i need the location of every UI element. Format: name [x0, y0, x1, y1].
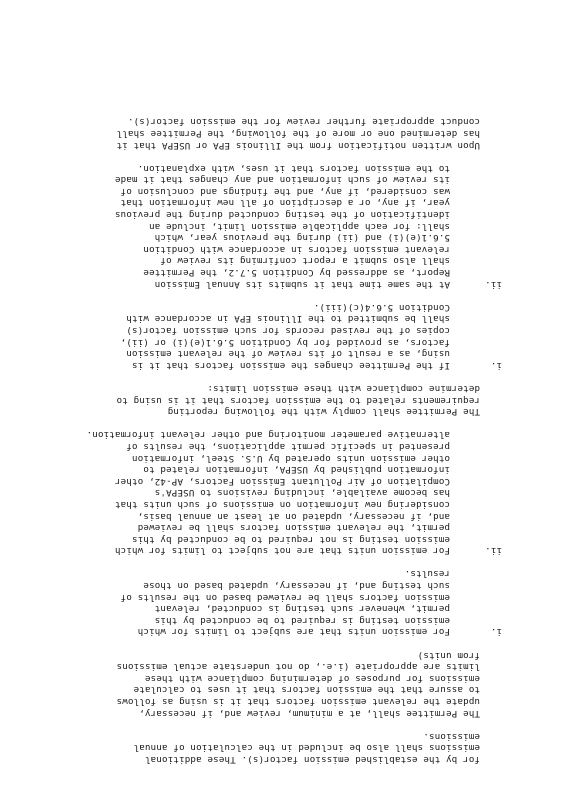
- text-line: If the Permittee changes the emission factors that it is: [131, 359, 450, 371]
- paragraph-marker: i.: [490, 626, 502, 638]
- text-line: copies of the revised records for such emission factor(s): [126, 325, 450, 337]
- paragraph-p3: [60, 568, 502, 638]
- text-line: results.: [404, 568, 450, 580]
- text-line: using, as a result of its review of the relevant emission: [126, 348, 450, 360]
- text-line: Report, as addressed by Condition 5.7.2, the Permittee: [143, 267, 450, 279]
- text-line: emissions for purposes of determining compliance with these: [144, 672, 480, 684]
- text-line: emission factors shall be reviewed based on the results of: [120, 591, 450, 603]
- text-line: emissions.: [423, 730, 480, 742]
- text-line: to assure that the emission factors that it uses to calculate: [133, 684, 480, 696]
- text-line: The Permittee shall, at a minimum, review and, if necessary,: [139, 707, 480, 719]
- text-line: was considered, if any, and the findings and conclusion of: [120, 185, 450, 197]
- text-line: to the emission factors that it uses, with explanation.: [137, 162, 450, 174]
- text-line: from units): [417, 649, 480, 661]
- text-line: shall: for each applicable emission limit, include an: [148, 220, 450, 232]
- text-line: shall be submitted to the Illinois EPA in accordance with: [126, 313, 450, 325]
- text-line: 5.6.1(e)(i) and (ii) during the previous year, which: [154, 232, 450, 244]
- text-line: determine compliance with these emission limits:: [207, 383, 480, 394]
- text-line: limits are appropriate (i.e., do not understate actual emissions: [116, 661, 480, 673]
- text-line: Upon written notification from the Illinois EPA or USEPA that it: [116, 139, 480, 151]
- text-line: emission testing is required to be conducted by this: [154, 614, 450, 626]
- text-line: year, if any, or a description of all new information that: [120, 197, 450, 209]
- text-line: At the same time that it submits its Annual Emission: [154, 278, 450, 290]
- text-line: information published by USEPA, information related to: [143, 464, 450, 476]
- text-line: other emission units operated by U.S. Steel, information: [131, 452, 450, 464]
- text-line: Compilation of Air Pollutant Emission Factors, AP-42, other: [114, 475, 450, 487]
- text-line: for by the established emission factor(s). These additional: [144, 754, 480, 765]
- text-line: For emission units that are not subject to limits for which: [114, 545, 450, 557]
- text-line: has determined one or more of the following, the Permittee shall: [116, 127, 480, 139]
- text-line: shall also submit a report confirming its review of: [160, 255, 450, 267]
- paragraph-marker: ii.: [484, 278, 502, 290]
- text-line: and, if necessary, updated on at least an annual basis,: [137, 510, 450, 522]
- text-line: Condition 5.6.4(c)(iii).: [313, 301, 450, 313]
- paragraph-p1: [60, 730, 480, 765]
- text-line: permit, whenever such testing is conducted, relevant: [154, 603, 450, 615]
- paragraph-p5: [60, 382, 480, 417]
- paragraph-p6: [60, 301, 502, 371]
- text-line: The Permittee shall comply with the following reporting: [167, 406, 480, 418]
- text-line: has become available, including revisions to USEPA's: [154, 487, 450, 499]
- text-line: presented in specific permit applications, the results of: [126, 440, 450, 452]
- document-text: [60, 104, 502, 765]
- text-line: considering new information on emissions of such units that: [114, 498, 450, 510]
- text-line: emission testing is not required to be conducted by this: [131, 533, 450, 545]
- paragraph-p4: [60, 429, 502, 557]
- text-line: conduct appropriate further review for the emission factor(s).: [127, 116, 480, 128]
- text-line: For emission units that are subject to limits for which: [137, 626, 450, 638]
- text-line: identification of the testing conducted during the previous: [114, 209, 450, 221]
- paragraph-p2: [60, 649, 480, 719]
- paragraph-marker: ii.: [484, 545, 502, 557]
- paragraph-p7: [60, 162, 502, 290]
- text-line: such testing and, if necessary, updated based on those: [143, 580, 450, 592]
- text-line: alternative parameter monitoring and other relevant information.: [86, 429, 450, 441]
- text-line: update the relevant emission factors that it is using as follows: [116, 696, 480, 708]
- paragraph-p8: [60, 116, 480, 151]
- text-line: emissions shall also be included in the calculation of annual: [133, 742, 480, 754]
- text-line: relevant emission factors in accordance with Condition: [143, 243, 450, 255]
- text-line: factors, as provided for by Condition 5.6.1(e)(i) or (ii),: [120, 336, 450, 348]
- text-line: permit, the relevant emission factors shall be reviewed: [137, 522, 450, 534]
- text-line: its review of such information and any changes that it made: [114, 174, 450, 186]
- text-line: requirements related to the emission factors that it is using to: [116, 394, 480, 406]
- paragraph-marker: i.: [490, 359, 502, 371]
